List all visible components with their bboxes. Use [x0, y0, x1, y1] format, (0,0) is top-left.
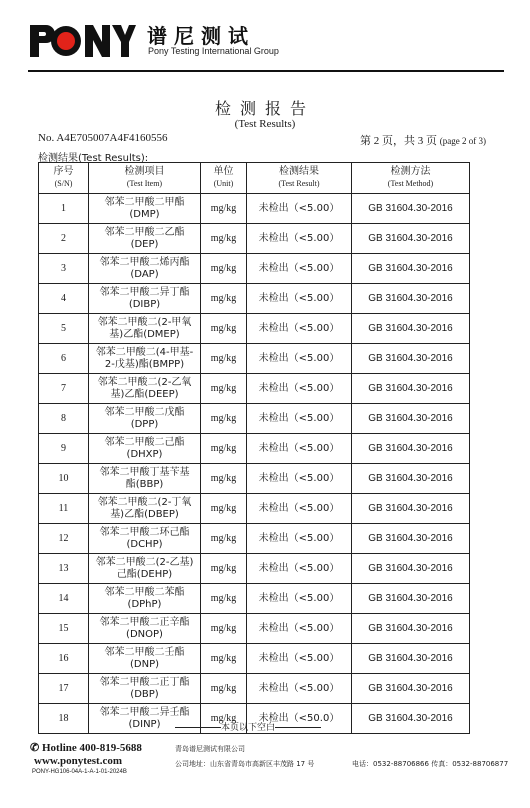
- cell-test-item: [89, 644, 201, 674]
- cell-test-item: [89, 524, 201, 554]
- test-item-line2: (DHXP): [126, 448, 163, 460]
- cell-sn: 17: [39, 674, 89, 704]
- cell-test-method: GB 31604.30-2016: [352, 194, 470, 224]
- page-indicator: [360, 132, 486, 148]
- cell-test-method: GB 31604.30-2016: [352, 404, 470, 434]
- report-title-en: (Test Results): [234, 118, 296, 130]
- test-item-line2: 己酯(DEHP): [116, 568, 173, 580]
- test-item-line1: 邻苯二甲酸二环己酯: [99, 526, 190, 538]
- test-item-line2: (DEP): [130, 238, 159, 250]
- cell-sn: 11: [39, 494, 89, 524]
- report-title: 检测报告: [214, 99, 315, 118]
- cell-sn: 16: [39, 644, 89, 674]
- cell-sn: 13: [39, 554, 89, 584]
- cell-test-method: GB 31604.30-2016: [352, 464, 470, 494]
- phone-icon: ✆: [30, 742, 40, 754]
- cell-test-method: GB 31604.30-2016: [352, 704, 470, 734]
- cell-test-item: [89, 374, 201, 404]
- cell-test-item: [89, 614, 201, 644]
- table-row: [39, 224, 470, 254]
- cell-test-item: [89, 434, 201, 464]
- table-header-row: [39, 163, 470, 194]
- cell-unit: mg/kg: [201, 674, 247, 704]
- test-item-line1: 邻苯二甲酸二异丁酯: [99, 286, 190, 298]
- test-item-line1: 邻苯二甲酸二(2-丁氧: [97, 496, 192, 508]
- cell-sn: 6: [39, 344, 89, 374]
- footer-company: 青岛谱尼测试有限公司: [175, 745, 245, 753]
- cell-unit: mg/kg: [201, 524, 247, 554]
- document-code: PONY-HG106-04A-1-A-1-01-2024B: [32, 769, 127, 775]
- results-label: 检测结果(Test Results):: [38, 153, 149, 164]
- report-number: No. A4E705007A4F4160556: [38, 132, 168, 144]
- footer-address: 公司地址：山东省青岛市高新区丰茂路 17 号: [175, 760, 315, 768]
- test-item-line1: 邻苯二甲酸二戊酯: [104, 406, 185, 418]
- cell-test-item: [89, 344, 201, 374]
- header-sn: [39, 163, 89, 194]
- cell-sn: 14: [39, 584, 89, 614]
- cell-test-result: 未检出（<5.00）: [247, 254, 352, 284]
- header-test-item-en: (Test Item): [126, 179, 163, 188]
- company-logo: [28, 22, 136, 60]
- cell-test-item: [89, 464, 201, 494]
- header-test-item-cn: 检测项目: [124, 166, 165, 177]
- cell-test-result: 未检出（<5.00）: [247, 494, 352, 524]
- table-row: [39, 524, 470, 554]
- page-indicator-cn: 第 2 页，共 3 页: [360, 135, 438, 147]
- test-item-line1: 邻苯二甲酸二己酯: [104, 436, 185, 448]
- header-sn-cn: 序号: [53, 166, 74, 177]
- cell-test-item: [89, 224, 201, 254]
- cell-sn: 15: [39, 614, 89, 644]
- test-item-line1: 邻苯二甲酸二正丁酯: [99, 676, 190, 688]
- table-row: [39, 314, 470, 344]
- header-unit-cn: 单位: [213, 166, 234, 177]
- table-row: [39, 254, 470, 284]
- cell-test-result: 未检出（<5.00）: [247, 434, 352, 464]
- table-row: [39, 194, 470, 224]
- header-test-item: [89, 163, 201, 194]
- test-item-line2: 酯(BBP): [125, 478, 164, 490]
- cell-unit: mg/kg: [201, 554, 247, 584]
- cell-test-method: GB 31604.30-2016: [352, 584, 470, 614]
- test-item-line2: (DPhP): [127, 598, 162, 610]
- cell-unit: mg/kg: [201, 464, 247, 494]
- footer-tel: 电话：0532-88706866 传真：0532-88706877: [352, 760, 509, 768]
- table-row: [39, 374, 470, 404]
- cell-test-result: 未检出（<5.00）: [247, 644, 352, 674]
- cell-test-result: 未检出（<5.00）: [247, 374, 352, 404]
- cell-unit: mg/kg: [201, 224, 247, 254]
- cell-unit: mg/kg: [201, 344, 247, 374]
- cell-test-result: 未检出（<5.00）: [247, 194, 352, 224]
- cell-sn: 9: [39, 434, 89, 464]
- header-unit-en: (Unit): [213, 179, 234, 188]
- cell-test-item: [89, 494, 201, 524]
- test-item-line2: (DBP): [130, 688, 159, 700]
- cell-unit: mg/kg: [201, 374, 247, 404]
- test-item-line2: (DMP): [129, 208, 160, 220]
- cell-test-result: 未检出（<5.00）: [247, 314, 352, 344]
- header-unit: [201, 163, 247, 194]
- cell-test-result: 未检出（<5.00）: [247, 464, 352, 494]
- table-row: [39, 554, 470, 584]
- cell-test-method: GB 31604.30-2016: [352, 524, 470, 554]
- test-item-line1: 邻苯二甲酸二苯酯: [104, 586, 185, 598]
- cell-unit: mg/kg: [201, 194, 247, 224]
- test-item-line1: 邻苯二甲酸二(2-甲氧: [97, 316, 192, 328]
- header-divider: [28, 70, 504, 72]
- cell-sn: 1: [39, 194, 89, 224]
- test-item-line2: 2-戊基)酯(BMPP): [104, 358, 185, 370]
- cell-sn: 7: [39, 374, 89, 404]
- cell-test-item: [89, 584, 201, 614]
- cell-test-result: 未检出（<5.00）: [247, 524, 352, 554]
- cell-test-item: [89, 314, 201, 344]
- test-item-line1: 邻苯二甲酸二烯丙酯: [99, 256, 190, 268]
- cell-sn: 4: [39, 284, 89, 314]
- test-item-line2: (DCHP): [126, 538, 163, 550]
- test-item-line2: (DPP): [130, 418, 159, 430]
- cell-test-result: 未检出（<5.00）: [247, 284, 352, 314]
- test-item-line1: 邻苯二甲酸二正辛酯: [99, 616, 190, 628]
- table-row: [39, 344, 470, 374]
- page-indicator-en: (page 2 of 3): [439, 136, 486, 146]
- cell-test-item: [89, 254, 201, 284]
- cell-test-item: [89, 284, 201, 314]
- cell-unit: mg/kg: [201, 434, 247, 464]
- cell-unit: mg/kg: [201, 404, 247, 434]
- cell-sn: 5: [39, 314, 89, 344]
- table-row: [39, 644, 470, 674]
- cell-test-result: 未检出（<5.00）: [247, 584, 352, 614]
- cell-sn: 8: [39, 404, 89, 434]
- cell-sn: 10: [39, 464, 89, 494]
- table-row: [39, 674, 470, 704]
- test-item-line1: 邻苯二甲酸二乙酯: [104, 226, 185, 238]
- table-row: [39, 464, 470, 494]
- cell-test-method: GB 31604.30-2016: [352, 494, 470, 524]
- table-row: [39, 404, 470, 434]
- cell-test-method: GB 31604.30-2016: [352, 434, 470, 464]
- cell-test-method: GB 31604.30-2016: [352, 344, 470, 374]
- cell-unit: mg/kg: [201, 254, 247, 284]
- cell-test-method: GB 31604.30-2016: [352, 284, 470, 314]
- header-test-result: [247, 163, 352, 194]
- cell-test-item: [89, 194, 201, 224]
- test-item-line2: (DAP): [130, 268, 159, 280]
- header-test-method-en: (Test Method): [387, 179, 434, 188]
- test-item-line2: (DNP): [129, 658, 159, 670]
- cell-test-method: GB 31604.30-2016: [352, 644, 470, 674]
- test-item-line1: 邻苯二甲酸二(4-甲基-: [95, 346, 194, 358]
- cell-sn: 12: [39, 524, 89, 554]
- end-note-text: 本页以下空白: [221, 723, 276, 733]
- table-row: [39, 584, 470, 614]
- hotline: [30, 741, 142, 754]
- test-item-line1: 邻苯二甲酸二(2-乙基): [95, 556, 194, 568]
- cell-unit: mg/kg: [201, 704, 247, 734]
- end-of-page-note: [175, 720, 355, 733]
- cell-unit: mg/kg: [201, 614, 247, 644]
- test-item-line2: 基)乙酯(DMEP): [109, 328, 180, 340]
- cell-unit: mg/kg: [201, 284, 247, 314]
- results-table: [38, 162, 470, 734]
- cell-unit: mg/kg: [201, 584, 247, 614]
- test-item-line1: 邻苯二甲酸二壬酯: [104, 646, 185, 658]
- test-item-line2: (DIBP): [128, 298, 161, 310]
- cell-test-method: GB 31604.30-2016: [352, 314, 470, 344]
- cell-test-item: [89, 404, 201, 434]
- test-item-line2: 基)乙酯(DBEP): [110, 508, 179, 520]
- cell-sn: 2: [39, 224, 89, 254]
- cell-test-method: GB 31604.30-2016: [352, 254, 470, 284]
- table-row: [39, 434, 470, 464]
- cell-test-result: 未检出（<5.00）: [247, 554, 352, 584]
- header-test-result-cn: 检测结果: [279, 166, 319, 177]
- header-test-result-en: (Test Result): [278, 179, 320, 188]
- hotline-text: Hotline 400-819-5688: [41, 742, 142, 754]
- website[interactable]: www.ponytest.com: [34, 755, 122, 767]
- table-row: [39, 284, 470, 314]
- test-item-line1: 邻苯二甲酸二异壬酯: [99, 706, 190, 718]
- cell-test-method: GB 31604.30-2016: [352, 674, 470, 704]
- test-item-line2: (DNOP): [126, 628, 163, 640]
- end-note-line-right: [275, 727, 321, 728]
- cell-test-result: 未检出（<5.00）: [247, 404, 352, 434]
- cell-unit: mg/kg: [201, 494, 247, 524]
- cell-test-result: 未检出（<5.00）: [247, 614, 352, 644]
- cell-test-method: GB 31604.30-2016: [352, 554, 470, 584]
- company-name-en: Pony Testing International Group: [148, 46, 279, 56]
- test-item-line1: 邻苯二甲酸丁基苄基: [99, 466, 190, 478]
- cell-test-result: 未检出（<5.00）: [247, 344, 352, 374]
- cell-unit: mg/kg: [201, 314, 247, 344]
- test-item-line2: (DINP): [128, 718, 161, 730]
- header-test-method-cn: 检测方法: [390, 166, 431, 177]
- cell-test-item: [89, 554, 201, 584]
- end-note-line-left: [175, 727, 221, 728]
- test-item-line1: 邻苯二甲酸二甲酯: [104, 196, 185, 208]
- header-sn-en: (S/N): [54, 179, 73, 188]
- cell-test-result: 未检出（<5.00）: [247, 224, 352, 254]
- cell-test-result: 未检出（<50.0）: [247, 704, 352, 734]
- test-item-line2: 基)乙酯(DEEP): [110, 388, 179, 400]
- test-item-line1: 邻苯二甲酸二(2-乙氧: [97, 376, 192, 388]
- cell-test-method: GB 31604.30-2016: [352, 224, 470, 254]
- cell-test-result: 未检出（<5.00）: [247, 674, 352, 704]
- cell-sn: 3: [39, 254, 89, 284]
- table-row: [39, 614, 470, 644]
- table-row: [39, 494, 470, 524]
- header-test-method: [352, 163, 470, 194]
- cell-test-method: GB 31604.30-2016: [352, 374, 470, 404]
- cell-test-method: GB 31604.30-2016: [352, 614, 470, 644]
- cell-sn: 18: [39, 704, 89, 734]
- cell-test-item: [89, 674, 201, 704]
- cell-unit: mg/kg: [201, 644, 247, 674]
- company-name-cn: 谱尼测试: [147, 24, 255, 48]
